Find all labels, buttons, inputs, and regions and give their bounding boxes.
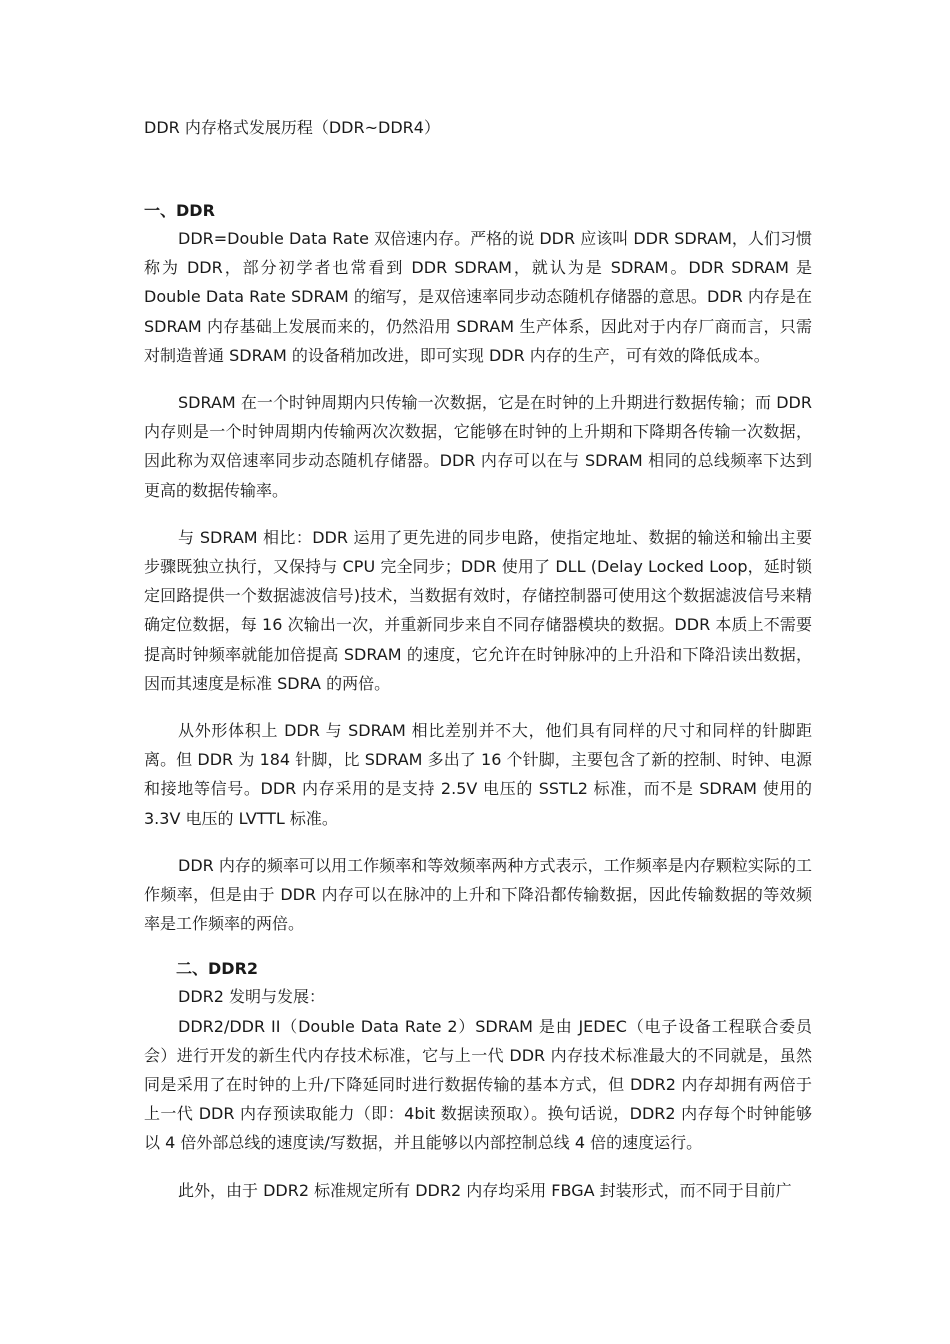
paragraph: 从外形体积上 DDR 与 SDRAM 相比差别并不大，他们具有同样的尺寸和同样的针脚距离。但 DDR 为 184 针脚，比 SDRAM 多出了 16 个针脚，主要包含了新的控制、时钟、电源和接地等信号。DDR 内存采用的是支持 2.5V 电压的 SSTL2 标准，而不是 SDRAM 使用的 3.3V 电压的 LVTTL 标准。 <box>144 721 812 828</box>
paragraph: 与 SDRAM 相比：DDR 运用了更先进的同步电路，使指定地址、数据的输送和输出主要步骤既独立执行，又保持与 CPU 完全同步；DDR 使用了 DLL (Delay Locked Loop，延时锁定回路提供一个数据滤波信号)技术，当数据有效时，存储控制器可使用这个数据滤波信号来精确定位数据，每 16 次输出一次，并重新同步来自不同存储器模块的数据。DDR 本质上不需要提高时钟频率就能加倍提高 SDRAM 的速度，它允许在时钟脉冲的上升沿和下降沿读出数据，因而其速度是标准 SDRA 的两倍。 <box>144 527 812 693</box>
paragraph: DDR 内存的频率可以用工作频率和等效频率两种方式表示，工作频率是内存颗粒实际的工作频率，但是由于 DDR 内存可以在脉冲的上升和下降沿都传输数据，因此传输数据的等效频率是工作频率的两倍。 <box>144 855 812 934</box>
paragraph: DDR2/DDR II（Double Data Rate 2）SDRAM 是由 JEDEC（电子设备工程联合委员会）进行开发的新生代内存技术标准，它与上一代 DDR 内存技术标准最大的不同就是，虽然同是采用了在时钟的上升/下降延同时进行数据传输的基本方式，但 DDR2 内存却拥有两倍于上一代 DDR 内存预读取能力（即：4bit 数据读预取）。换句话说，DDR2 内存每个时钟能够以 4 倍外部总线的速度读/写数据，并且能够以内部控制总线 4 倍的速度运行。 <box>144 1016 812 1153</box>
paragraph: DDR=Double Data Rate 双倍速内存。严格的说 DDR 应该叫 DDR SDRAM，人们习惯称为 DDR，部分初学者也常看到 DDR SDRAM，就认为是 SDRAM。DDR SDRAM 是 Double Data Rate SDRAM 的缩写，是双倍速率同步动态随机存储器的意思。DDR 内存是在SDRAM 内存基础上发展而来的，仍然沿用 SDRAM 生产体系，因此对于内存厂商而言，只需对制造普通 SDRAM 的设备稍加改进，即可实现 DDR 内存的生产，可有效的降低成本。 <box>144 229 812 365</box>
subheading-line: DDR2 发明与发展： <box>178 987 326 1007</box>
paragraph: 此外，由于 DDR2 标准规定所有 DDR2 内存均采用 FBGA 封装形式，而不同于目前广 <box>178 1180 792 1200</box>
section-heading-ddr: 一、DDR <box>144 201 215 220</box>
section-heading-ddr2: 二、DDR2 <box>176 959 259 979</box>
document-body <box>144 198 812 1205</box>
document-title: DDR 内存格式发展历程（DDR~DDR4） <box>144 118 440 137</box>
paragraph: SDRAM 在一个时钟周期内只传输一次数据，它是在时钟的上升期进行数据传输；而 DDR 内存则是一个时钟周期内传输两次次数据，它能够在时钟的上升期和下降期各传输一次数据，因此称为双倍速率同步动态随机存储器。DDR 内存可以在与 SDRAM 相同的总线频率下达到更高的数据传输率。 <box>144 393 812 500</box>
section-ddr2 <box>144 956 812 1204</box>
